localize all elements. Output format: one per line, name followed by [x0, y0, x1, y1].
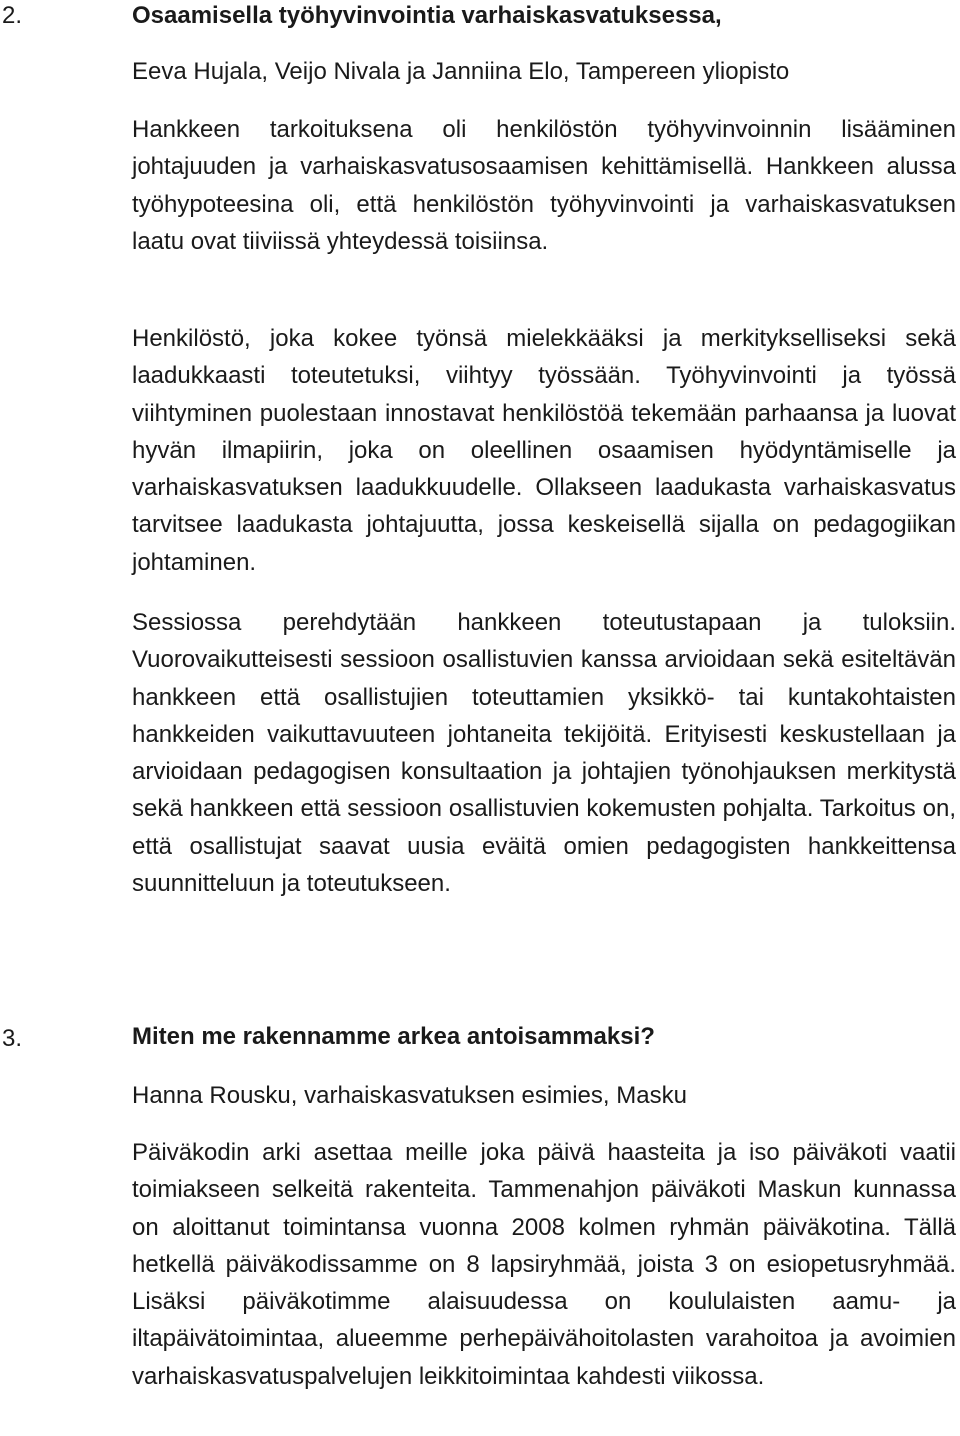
section-title: Osaamisella työhyvinvointia varhaiskasvatuksessa,	[132, 2, 722, 29]
paragraph: Henkilöstö, joka kokee työnsä mielekkääksi ja merkitykselliseksi sekä laadukkaasti toteutetuksi, viihtyy työssään. Työhyvinvointi ja työssä viihtyminen puolestaan innostavat henkilöstöä tekemään parhaansa ja luovat hyvän ilmapiirin, joka on oleellinen osaamisen hyödyntämiselle ja varhaiskasvatuksen laadukkuudelle. Ollakseen laadukasta varhaiskasvatus tarvitsee laadukasta johtajuutta, jossa keskeisellä sijalla on pedagogiikan johtaminen.	[132, 325, 956, 576]
paragraph: Sessiossa perehdytään hankkeen toteutustapaan ja tuloksiin. Vuorovaikutteisesti sessioon osallistuvien kanssa arvioidaan sekä esiteltävän hankkeen että osallistujien toteuttamien yksikkö- tai kuntakohtaisten hankkeiden vaikuttavuuteen johtaneita tekijöitä. Erityisesti keskustellaan ja arvioidaan pedagogisen konsultaation ja johtajien työnohjauksen merkitystä sekä hankkeen että sessioon osallistuvien kokemusten pohjalta. Tarkoitus on, että osallistujat saavat uusia eväitä omien pedagogisten hankkeittensa suunnitteluun ja toteutukseen.	[132, 609, 956, 898]
section-authors: Hanna Rousku, varhaiskasvatuksen esimies, Masku	[132, 1082, 687, 1109]
section-title: Miten me rakennamme arkea antoisammaksi?	[132, 1023, 655, 1050]
paragraph: Hankkeen tarkoituksena oli henkilöstön työhyvinvoinnin lisääminen johtajuuden ja varhaiskasvatusosaamisen kehittämisellä. Hankkeen alussa työhypoteesina oli, että henkilöstön työhyvinvointi ja varhaiskasvatuksen laatu ovat tiiviissä yhteydessä toisiinsa.	[132, 116, 956, 255]
section-number: 3.	[2, 1025, 23, 1052]
section-authors: Eeva Hujala, Veijo Nivala ja Janniina Elo, Tampereen yliopisto	[132, 58, 790, 85]
paragraph: Päiväkodin arki asettaa meille joka päivä haasteita ja iso päiväkoti vaatii toimiakseen selkeitä rakenteita. Tammenahjon päiväkoti Maskun kunnassa on aloittanut toimintansa vuonna 2008 kolmen ryhmän päiväkotina. Tällä hetkellä päiväkodissamme on 8 lapsiryhmää, joista 3 on esiopetusryhmää. Lisäksi päiväkotimme alaisuudessa on koululaisten aamu- ja iltapäivätoimintaa, alueemme perhepäivähoitolasten varahoitoa ja avoimien varhaiskasvatuspalvelujen leikkitoimintaa kahdesti viikossa.	[132, 1139, 956, 1390]
section-number: 2.	[2, 2, 23, 29]
